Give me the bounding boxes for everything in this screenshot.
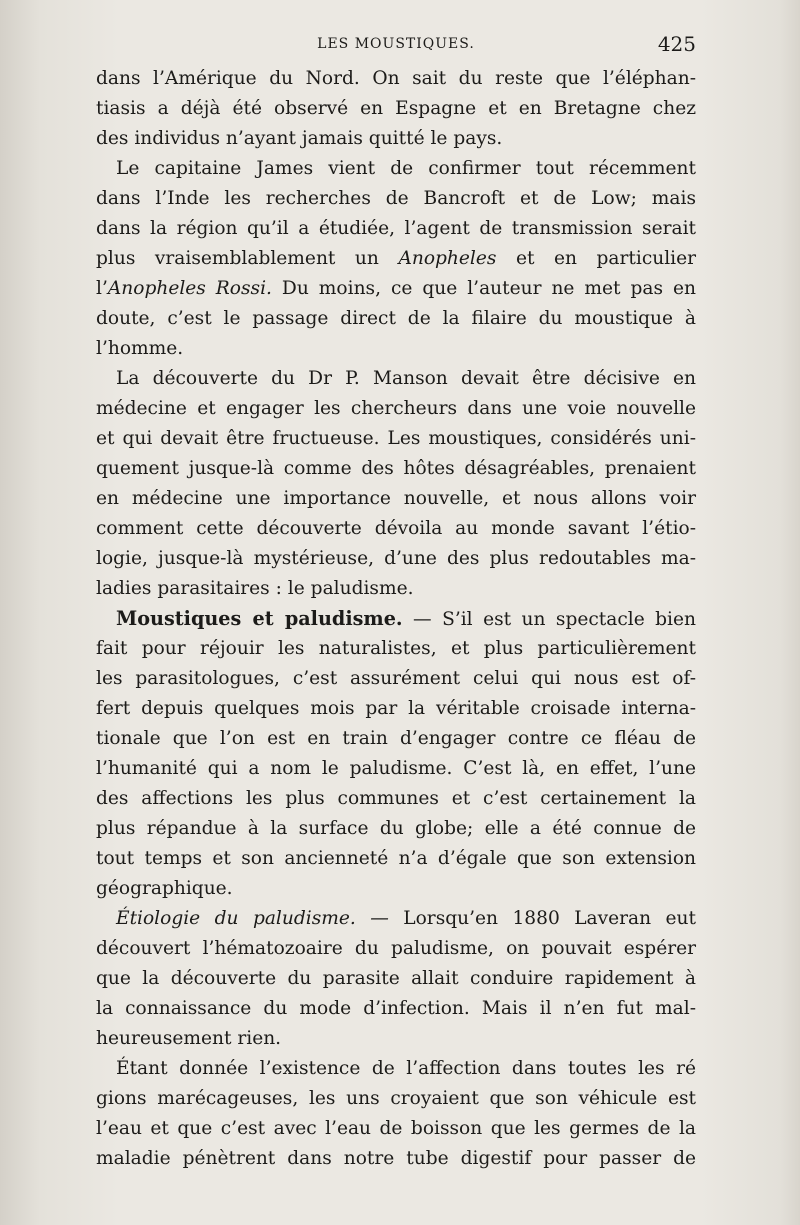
text-line: en médecine une importance nouvelle, et nous allons voir: [96, 488, 696, 509]
text-run: plus vraisemblablement un: [96, 248, 399, 269]
page-number: 425: [657, 32, 696, 56]
text-line: des affections les plus communes et c’est certainement la: [96, 788, 696, 809]
text-line: [96, 604, 696, 634]
running-title: LES MOUSTIQUES.: [317, 36, 475, 52]
text-run: Du moins, ce que l’auteur ne met pas en: [271, 278, 696, 299]
text-line: fait pour réjouir les naturalistes, et plus particulièrement: [96, 638, 696, 659]
text-line: l’eau et que c’est avec l’eau de boisson que les germes de la: [96, 1118, 696, 1139]
text-line: [96, 904, 696, 934]
page-header: [96, 28, 696, 60]
text-line: plus répandue à la surface du globe; elle a été connue de: [96, 818, 696, 839]
section-heading: Moustiques et paludisme.: [116, 607, 403, 630]
text-run: — S’il est un spectacle bien: [402, 609, 696, 630]
text-line: tiasis a déjà été observé en Espagne et en Bretagne chez: [96, 98, 696, 119]
text-line: que la découverte du parasite allait conduire rapidement à: [96, 968, 696, 989]
text-line: médecine et engager les chercheurs dans une voie nouvelle: [96, 398, 696, 419]
text-line: doute, c’est le passage direct de la filaire du moustique à: [96, 308, 696, 329]
text-line: dans l’Amérique du Nord. On sait du reste que l’éléphan-: [96, 68, 696, 89]
body-text: [96, 64, 696, 1174]
text-line: tionale que l’on est en train d’engager contre ce fléau de: [96, 728, 696, 749]
text-line: tout temps et son ancienneté n’a d’égale que son extension: [96, 848, 696, 869]
text-line: géographique.: [96, 878, 233, 899]
text-line: découvert l’hématozoaire du paludisme, on pouvait espérer: [96, 938, 696, 959]
text-line: quement jusque-là comme des hôtes désagréables, prenaient: [96, 458, 696, 479]
text-line: Le capitaine James vient de confirmer tout récemment: [116, 158, 696, 179]
text-line: dans la région qu’il a étudiée, l’agent de transmission serait: [96, 218, 696, 239]
text-run: l’: [96, 278, 108, 299]
italic-term: Anopheles: [398, 248, 497, 269]
text-run: Lorsqu’en 1880 Laveran eut: [388, 908, 696, 929]
text-line: logie, jusque-là mystérieuse, d’une des plus redoutables ma-: [96, 548, 696, 569]
section-subheading: Étiologie du paludisme. —: [116, 908, 389, 929]
text-line: ladies parasitaires : le paludisme.: [96, 578, 414, 599]
text-line: et qui devait être fructueuse. Les moustiques, considérés uni-: [96, 428, 696, 449]
text-line: les parasitologues, c’est assurément celui qui nous est of-: [96, 668, 696, 689]
italic-term: Anopheles Rossi.: [107, 278, 272, 299]
text-line: l’homme.: [96, 338, 184, 359]
text-line: comment cette découverte dévoila au monde savant l’étio-: [96, 518, 696, 539]
text-line: l’humanité qui a nom le paludisme. C’est là, en effet, l’une: [96, 758, 696, 779]
text-line: dans l’Inde les recherches de Bancroft et de Low; mais: [96, 188, 696, 209]
text-line: Étant donnée l’existence de l’affection dans toutes les ré: [116, 1058, 696, 1079]
text-line: heureusement rien.: [96, 1028, 282, 1049]
text-line: gions marécageuses, les uns croyaient que son véhicule est: [96, 1088, 696, 1109]
text-line: La découverte du Dr P. Manson devait être décisive en: [116, 368, 696, 389]
text-line: [96, 244, 696, 274]
text-line: des individus n’ayant jamais quitté le pays.: [96, 128, 503, 149]
text-line: maladie pénètrent dans notre tube digestif pour passer de: [96, 1148, 696, 1169]
text-line: fert depuis quelques mois par la véritable croisade interna-: [96, 698, 696, 719]
text-line: la connaissance du mode d’infection. Mais il n’en fut mal-: [96, 998, 696, 1019]
text-line: [96, 274, 696, 304]
text-run: et en particulier: [496, 248, 696, 269]
